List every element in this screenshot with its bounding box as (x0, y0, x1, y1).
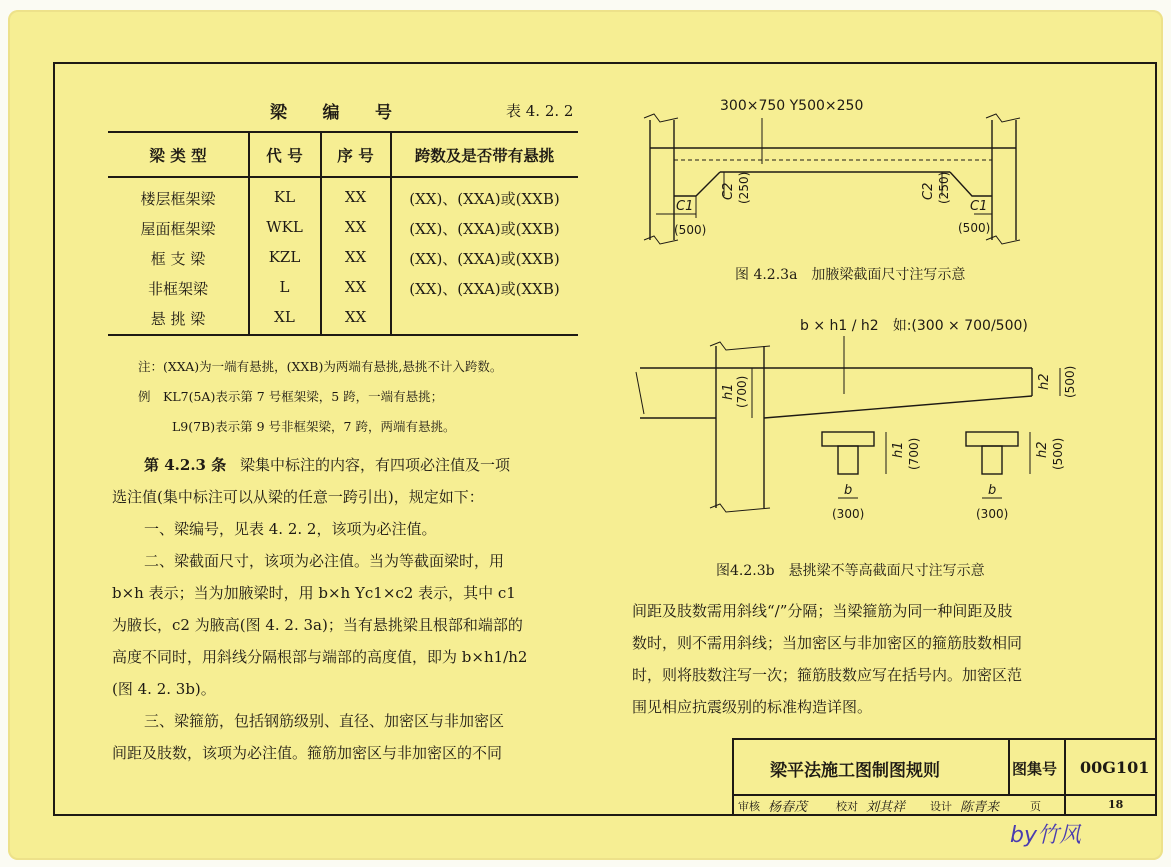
table-note-example: 例 KL7(5A)表示第 7 号框架梁，5 跨，一端有悬挑； (138, 389, 444, 404)
drawing-title: 梁平法施工图制图规则 (770, 761, 940, 781)
table-cell: XX (344, 218, 367, 236)
table-number: 表 4. 2. 2 (506, 102, 574, 120)
article-line: 高度不同时，用斜线分隔根部与端部的高度值，即为 b×h1/h2 (112, 648, 528, 666)
fig-a-c1-left: C1 (676, 199, 694, 214)
title-block-rule (1064, 740, 1066, 814)
fig-b-section-h1: h1 (891, 441, 906, 458)
article-line: 一、梁编号，见表 4. 2. 2，该项为必注值。 (144, 520, 437, 538)
table-cell: (XX)、(XXA)或(XXB) (409, 280, 560, 298)
fig-b-h1-val: (700) (735, 375, 749, 408)
fig-b-top-label: b × h1 / h2 如:(300 × 700/500) (800, 318, 1028, 334)
review-label: 审核 (738, 800, 760, 813)
review-signature: 杨春茂 (768, 800, 808, 815)
fig-b-h2-val: (500) (1063, 365, 1077, 398)
table-note-example: L9(7B)表示第 9 号非框架梁，7 跨，两端有悬挑。 (172, 419, 456, 434)
table-cell: XX (344, 278, 367, 296)
article-line: (图 4. 2. 3b)。 (112, 680, 216, 698)
fig-a-c2-val-right: (250) (937, 171, 951, 204)
table-bottom-rule (108, 334, 578, 336)
title-block (732, 738, 1155, 814)
table-cell: XX (344, 308, 367, 326)
check-label: 校对 (836, 800, 858, 813)
watermark: by竹风 (1010, 823, 1081, 848)
check-signature: 刘其祥 (866, 800, 906, 815)
fig-a-c1-right: C1 (970, 199, 988, 214)
right-text-line: 数时，则不需用斜线；当加密区与非加密区的箍筋肢数相同 (632, 634, 1023, 652)
table-header-cell: 序 号 (337, 146, 374, 165)
fig-b-caption: 图4.2.3b 悬挑梁不等高截面尺寸注写示意 (716, 563, 985, 579)
fig-b-section-h1-val: (700) (907, 437, 921, 470)
atlas-number: 00G101 (1080, 758, 1150, 777)
table-cell: 楼层框架梁 (140, 190, 216, 208)
table-cell: XX (344, 188, 367, 206)
table-top-rule (108, 131, 578, 133)
fig-a-top-label: 300×750 Y500×250 (720, 98, 864, 114)
atlas-label: 图集号 (1012, 760, 1058, 778)
fig-a-c1-val-right: (500) (958, 221, 991, 235)
page-number: 18 (1108, 798, 1124, 811)
design-label: 设计 (930, 800, 952, 813)
right-text-line: 围见相应抗震级别的标准构造详图。 (632, 698, 873, 716)
table-cell: KL (273, 188, 296, 206)
table-header-cell: 跨数及是否带有悬挑 (414, 146, 555, 165)
fig-b-b-right: b (988, 483, 997, 498)
table-cell: XL (274, 308, 295, 326)
fig-b-h2: h2 (1037, 373, 1052, 390)
design-signature: 陈青来 (960, 800, 1000, 815)
article-line: 二、梁截面尺寸，该项为必注值。当为等截面梁时，用 (144, 552, 505, 570)
fig-a-c1-val-left: (500) (674, 223, 707, 237)
right-text-line: 间距及肢数需用斜线“/”分隔；当梁箍筋为同一种间距及肢 (632, 602, 1013, 620)
table-header-cell: 代 号 (266, 146, 303, 165)
article-line: b×h 表示；当为加腋梁时，用 b×h Yc1×c2 表示，其中 c1 (112, 584, 516, 602)
table-cell: 屋面框架梁 (140, 220, 216, 238)
table-cell: 悬 挑 梁 (150, 310, 206, 328)
table-cell: KZL (268, 248, 301, 266)
table-cell: 非框架梁 (147, 280, 208, 298)
article-line: 三、梁箍筋，包括钢筋级别、直径、加密区与非加密区 (144, 712, 505, 730)
fig-b-b-val-left: (300) (832, 507, 865, 521)
fig-b-b-left: b (844, 483, 853, 498)
table-cell: XX (344, 248, 367, 266)
fig-a-c2-left: C2 (721, 182, 736, 200)
fig-a-c2-val-left: (250) (737, 171, 751, 204)
table-header-rule (108, 176, 578, 178)
title-block-rule (1008, 740, 1010, 794)
table-cell: 框 支 梁 (150, 250, 206, 268)
article-label: 第 4.2.3 条 (144, 456, 227, 474)
table-cell: L (279, 278, 290, 296)
fig-b-b-val-right: (300) (976, 507, 1009, 521)
table-cell: (XX)、(XXA)或(XXB) (409, 250, 560, 268)
figure-haunched-beam (620, 88, 1080, 288)
fig-b-h1: h1 (721, 383, 736, 400)
article-line: 为腋长，c2 为腋高(图 4. 2. 3a)；当有悬挑梁且根部和端部的 (112, 616, 523, 634)
fig-b-section-h2-val: (500) (1051, 437, 1065, 470)
article-line: 梁集中标注的内容，有四项必注值及一项 (240, 456, 511, 474)
table-cell: (XX)、(XXA)或(XXB) (409, 220, 560, 238)
right-text-line: 时，则将肢数注写一次；箍筋肢数应写在括号内。加密区范 (632, 666, 1023, 684)
table-note: 注：(XXA)为一端有悬挑，(XXB)为两端有悬挑,悬挑不计入跨数。 (138, 359, 503, 374)
article-line: 间距及肢数，该项为必注值。箍筋加密区与非加密区的不同 (112, 744, 503, 762)
fig-b-section-h2: h2 (1035, 441, 1050, 458)
fig-a-caption: 图 4.2.3a 加腋梁截面尺寸注写示意 (735, 267, 966, 283)
table-cell: WKL (266, 218, 303, 236)
table-title: 梁 编 号 (270, 103, 393, 123)
page-label: 页 (1030, 800, 1041, 813)
table-header-cell: 梁 类 型 (149, 146, 207, 165)
table-cell: (XX)、(XXA)或(XXB) (409, 190, 560, 208)
figure-cantilever-beam (620, 312, 1080, 530)
article-line: 选注值(集中标注可以从梁的任意一跨引出)，规定如下： (112, 488, 484, 506)
fig-a-c2-right: C2 (921, 182, 936, 200)
